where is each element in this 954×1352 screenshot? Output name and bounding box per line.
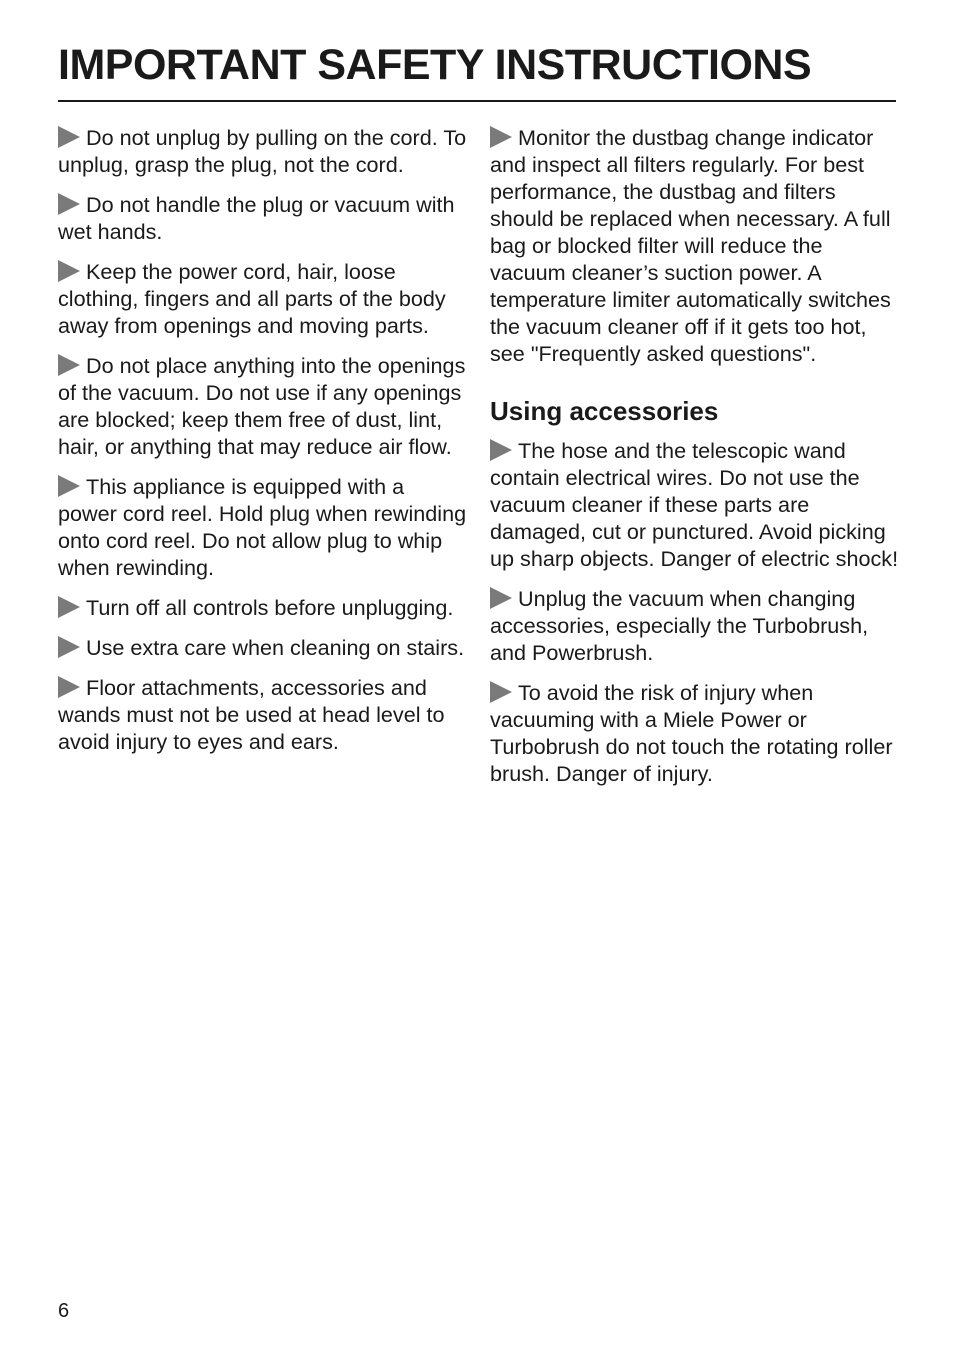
triangle-right-icon — [490, 587, 512, 609]
safety-item — [58, 258, 468, 339]
triangle-right-icon — [58, 676, 80, 698]
safety-item — [490, 679, 900, 787]
page-number: 6 — [58, 1300, 70, 1322]
safety-item — [490, 124, 900, 367]
safety-item-text: This appliance is equipped with a power cord reel. Hold plug when rewinding onto cord reel. Do not allow plug to whip when rewinding. — [58, 474, 467, 580]
safety-item-text: Turn off all controls before unplugging. — [86, 595, 454, 620]
safety-item-text: Unplug the vacuum when changing accessories, especially the Turbobrush, and Powerbrush. — [490, 586, 869, 665]
triangle-right-icon — [58, 475, 80, 497]
safety-item — [490, 437, 900, 572]
safety-item-text: Do not place anything into the openings of the vacuum. Do not use if any openings are blocked; keep them free of dust, lint, hair, or anything that may reduce air flow. — [58, 353, 466, 459]
right-column — [490, 124, 900, 800]
safety-item-text: Do not unplug by pulling on the cord. To unplug, grasp the plug, not the cord. — [58, 125, 467, 177]
safety-item — [58, 594, 468, 621]
triangle-right-icon — [490, 126, 512, 148]
safety-item — [58, 634, 468, 661]
safety-item-text: Do not handle the plug or vacuum with wet hands. — [58, 192, 455, 244]
section-heading: Using accessories — [490, 396, 719, 426]
safety-item-text: Floor attachments, accessories and wands must not be used at head level to avoid injury to eyes and ears. — [58, 675, 445, 754]
triangle-right-icon — [58, 193, 80, 215]
safety-item-text: To avoid the risk of injury when vacuuming with a Miele Power or Turbobrush do not touch the rotating roller brush. Danger of injury. — [490, 680, 893, 786]
safety-item — [490, 585, 900, 666]
triangle-right-icon — [490, 439, 512, 461]
safety-item-text: Use extra care when cleaning on stairs. — [86, 635, 465, 660]
safety-item-text: The hose and the telescopic wand contain electrical wires. Do not use the vacuum cleaner if these parts are damaged, cut or punctured. Avoid picking up sharp objects. Danger of electric shock! — [490, 438, 899, 571]
safety-item-text: Monitor the dustbag change indicator and inspect all filters regularly. For best performance, the dustbag and filters should be replaced when necessary. A full bag or blocked filter will reduce the vacuum cleaner’s suction power. A temperature limiter automatically switches the vacuum cleaner off if it gets too hot, see "Frequently asked questions". — [490, 125, 891, 366]
triangle-right-icon — [58, 596, 80, 618]
safety-item — [58, 473, 468, 581]
triangle-right-icon — [58, 260, 80, 282]
safety-item — [58, 352, 468, 460]
page-title: IMPORTANT SAFETY INSTRUCTIONS — [58, 41, 812, 89]
left-column — [58, 124, 468, 768]
safety-item-text: Keep the power cord, hair, loose clothing, fingers and all parts of the body away from openings and moving parts. — [58, 259, 446, 338]
safety-item — [58, 674, 468, 755]
safety-item — [58, 124, 468, 178]
safety-item — [58, 191, 468, 245]
triangle-right-icon — [58, 354, 80, 376]
triangle-right-icon — [490, 681, 512, 703]
triangle-right-icon — [58, 636, 80, 658]
triangle-right-icon — [58, 126, 80, 148]
title-divider — [58, 100, 896, 102]
